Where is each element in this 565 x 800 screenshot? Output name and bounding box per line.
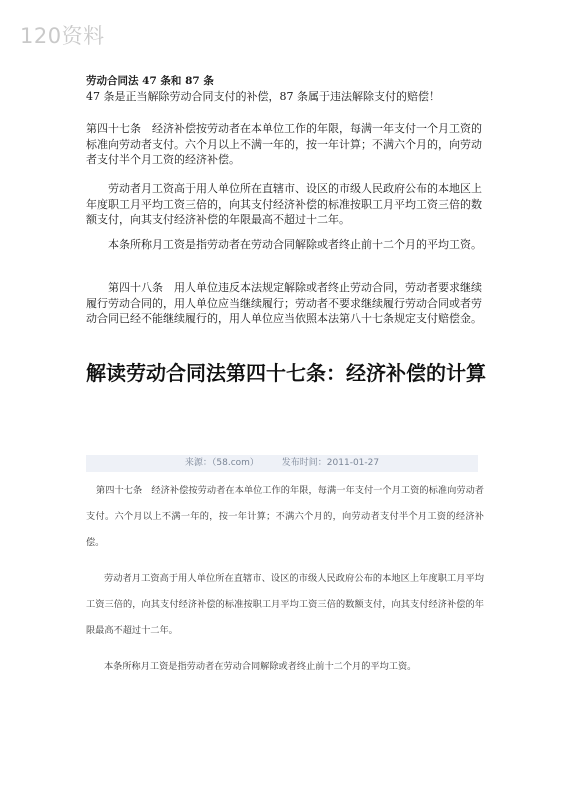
article-paragraph: 劳动者月工资高于用人单位所在直辖市、设区的市级人民政府公布的本地区上年度职工月平均工资三倍的，向其支付经济补偿的标准按职工月平均工资三倍的数额支付，向其支付经济补偿的年限最高不超过十二年。 [86,573,484,636]
document-subheading: 47 条是正当解除劳动合同支付的补偿，87 条属于违法解除支付的赔偿！ [86,90,440,103]
article-date: 发布时间：2011-01-27 [281,458,380,468]
article-paragraph: 本条所称月工资是指劳动者在劳动合同解除或者终止前十二个月的平均工资。 [104,661,417,672]
law-paragraph-monthly-wage: 本条所称月工资是指劳动者在劳动合同解除或者终止前十二个月的平均工资。 [108,238,482,251]
law-paragraph-47: 第四十七条 经济补偿按劳动者在本单位工作的年限，每满一年支付一个月工资的标准向劳动者支付。六个月以上不满一年的，按一年计算；不满六个月的，向劳动者支付半个月工资的经济补偿。 [86,122,482,166]
article-meta-bar [86,455,478,472]
article-title: 解读劳动合同法第四十七条：经济补偿的计算 [86,361,486,385]
document-heading: 劳动合同法 47 条和 87 条 [86,75,214,87]
law-paragraph-wage-cap: 劳动者月工资高于用人单位所在直辖市、设区的市级人民政府公布的本地区上年度职工月平均工资三倍的，向其支付经济补偿的标准按职工月平均工资三倍的数额支付，向其支付经济补偿的年限最高不超过十二年。 [86,182,482,226]
watermark-logo: 120资料 [20,24,105,48]
article-source: 来源：（58.com） [184,458,259,468]
law-paragraph-48: 第四十八条 用人单位违反本法规定解除或者终止劳动合同，劳动者要求继续履行劳动合同的，用人单位应当继续履行；劳动者不要求继续履行劳动合同或者劳动合同已经不能继续履行的，用人单位应当依照本法第八十七条规定支付赔偿金。 [86,281,482,325]
article-paragraph: 第四十七条 经济补偿按劳动者在本单位工作的年限，每满一年支付一个月工资的标准向劳动者支付。六个月以上不满一年的，按一年计算；不满六个月的，向劳动者支付半个月工资的经济补偿。 [86,485,484,548]
